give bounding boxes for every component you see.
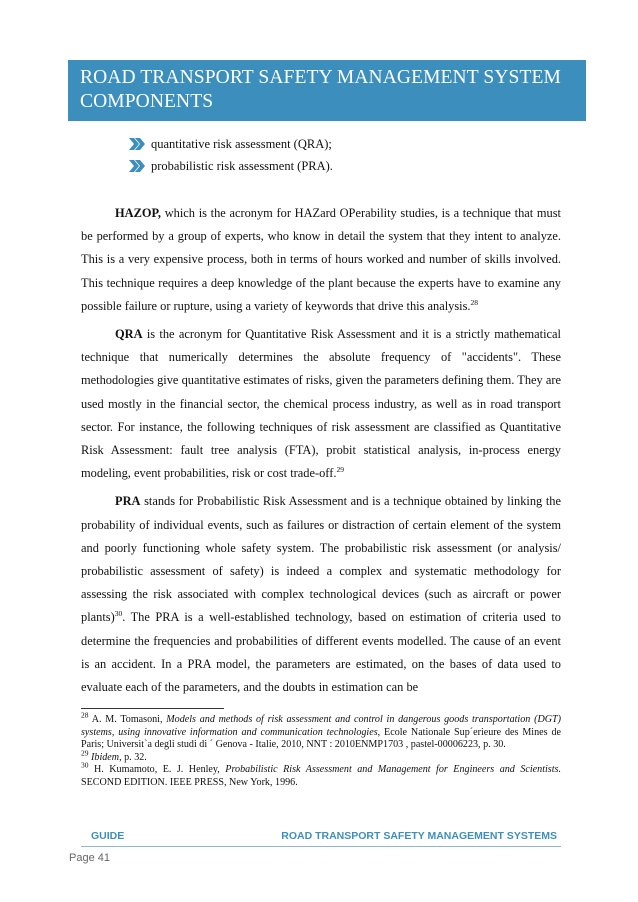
footnote-title: Probabilistic Risk Assessment and Management for Engineers and Scientists. — [225, 764, 561, 776]
footnote-number: 30 — [81, 761, 89, 771]
list-item — [128, 155, 548, 177]
paragraph-text: . The PRA is a well-established technology, based on estimation of criteria used to determine the frequencies and probabilities of different events modelled. The cause of an event is an accident. In a PRA model, the parameters are estimated, on the bases of data used to evaluate each of the parameters, and the doubts in estimation can be — [81, 610, 561, 695]
paragraph-pra — [81, 490, 561, 699]
footnote-title: Models and methods of risk assessment and control in dangerous goods transportation (DGT) systems, using innovative information and communication technologies — [81, 714, 561, 738]
footnote-divider — [81, 708, 224, 709]
term-qra: QRA — [115, 327, 143, 342]
term-hazop: HAZOP, — [115, 206, 162, 220]
footnote-ref: 30 — [114, 609, 123, 619]
footnote-text: A. M. Tomasoni, — [88, 714, 167, 725]
footnote-title: Ibidem — [91, 751, 120, 763]
footnote — [81, 710, 561, 752]
paragraph-text: which is the acronym for HAZard OPerability studies, is a technique that must be performed by a group of experts, who know in detail the system that they intent to analyze. This is a very expensive process, both in terms of hours worked and number of skills involved. This technique requires a deep knowledge of the plant because the experts have to examine any possible failure or rupture, using a variety of keywords that drive this analysis. — [81, 206, 561, 313]
footnote-text: , Ecole Nationale Sup´erieure des Mines de Paris; Universit`a degli studi di ´ Genova - Italie, 2010, NNT : 2010ENMP1703 , pastel-00006223, p. 30. — [81, 726, 561, 751]
footer-left-label: GUIDE — [91, 830, 125, 842]
page-footer — [81, 826, 561, 847]
footnote-text: H. Kumamoto, E. J. Henley, — [88, 764, 226, 776]
bullet-list — [128, 133, 548, 177]
term-pra: PRA — [115, 494, 141, 509]
footnote-ref: 28 — [470, 297, 479, 307]
footnote-number: 28 — [81, 710, 89, 720]
paragraph-qra — [81, 323, 561, 485]
footnote-text: SECOND EDITION. IEEE PRESS, New York, 1996. — [81, 776, 298, 788]
footnote — [81, 748, 561, 765]
body-text — [81, 202, 561, 704]
footnotes — [81, 710, 561, 790]
paragraph-text: is the acronym for Quantitative Risk Assessment and it is a strictly mathematical technique that numerically determines the absolute frequency of "accidents". These methodologies give quantitative estimates of risks, given the parameters defining them. They are used mostly in the financial sector, the chemical process industry, as well as in road transport sector. For instance, the following techniques of risk assessment are classified as Quantitative Risk Assessment: fault tree analysis (FTA), probit statistical analysis, in-process energy modeling, event probabilities, risk or cost trade-off. — [81, 327, 561, 481]
footnote-text: , p. 32. — [119, 751, 147, 763]
footer-right-label: ROAD TRANSPORT SAFETY MANAGEMENT SYSTEMS — [281, 830, 557, 842]
double-chevron-right-icon — [128, 138, 146, 150]
bullet-text: quantitative risk assessment (QRA); — [151, 136, 332, 151]
double-chevron-right-icon — [128, 160, 146, 172]
paragraph-hazop — [81, 202, 561, 318]
footnote — [81, 761, 561, 789]
bullet-text: probabilistic risk assessment (PRA). — [151, 158, 333, 173]
footnote-ref: 29 — [336, 465, 344, 475]
footnote-number: 29 — [81, 748, 89, 758]
paragraph-text: stands for Probabilistic Risk Assessment and is a technique obtained by linking the probability of individual events, such as failures or distraction of certain element of the system and poorly functioning whole safety system. The probabilistic risk assessment (or analysis/ probabilistic assessment of safety) is indeed a complex and systematic methodology for assessing the risk associated with complex technological devices (such as aircraft or power plants) — [81, 494, 561, 625]
page-title: ROAD TRANSPORT SAFETY MANAGEMENT SYSTEM COMPONENTS — [80, 67, 561, 112]
page-number: Page 41 — [69, 852, 110, 864]
list-item — [128, 133, 548, 155]
